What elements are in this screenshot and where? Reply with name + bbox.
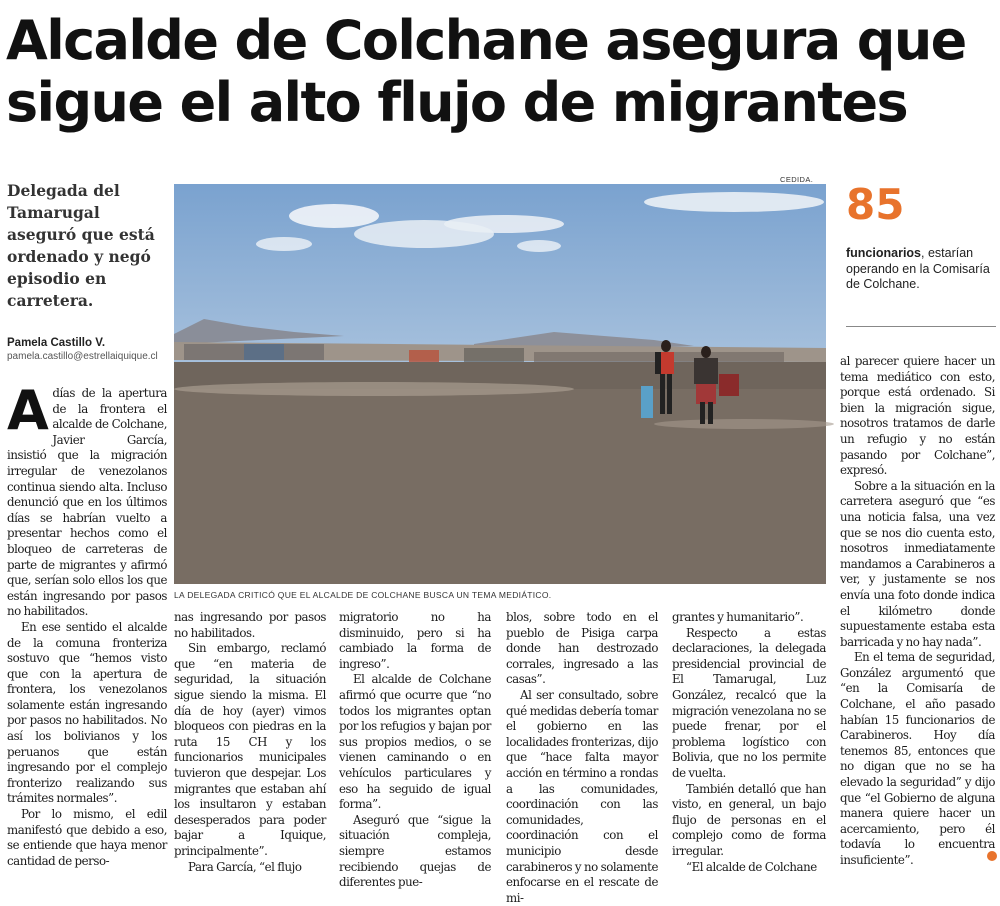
end-of-article-icon (987, 851, 997, 861)
paragraph: El alcalde de Colchane afirmó que ocurre que “no todos los migrantes optan por los refugios y bajan por sus propios medios, o se vienen caminando o en vehículos particulares y eso ha seguido de igual forma”. (339, 672, 491, 812)
sidebar-stat-bold: funcionarios (846, 246, 922, 260)
paragraph: Sobre a la situación en la carretera aseguró que “es una noticia falsa, una vez que se nos dio cuenta esto, nosotros inmediatamente mandamos a Carabineros a ver, y justamente se nos envía una foto donde indica el kilómetro donde supuestamente estaba esta barricada y no hay nada”. (840, 478, 995, 649)
paragraph: nas ingresando por pasos no habilitados. (174, 610, 326, 640)
paragraph: Al ser consultado, sobre qué medidas debería tomar el gobierno en las localidades fronterizas, dijo que “hace falta mayor acción en término a rondas a las comunidades, coordinación con las comunidades, coordinación con el municipio desde carabineros y no solamente enfocarse en el rescate de mi- (506, 687, 658, 905)
author-email: pamela.castillo@estrellaiquique.cl (7, 351, 158, 362)
paragraph-text: días de la apertura de la frontera el alcalde de Colchane, Javier García, insistió que la migración irregular de venezolanos continua siendo alta. Incluso denunció que en los últimos días se habrían vuelto a presentar hechos como el bloqueo de carreteras de parte de migrantes y afirmó que, serían solo ellos los que están ingresando por pasos no habilitados. (7, 386, 167, 619)
body-column-2 (174, 610, 326, 874)
photo-illustration (174, 184, 826, 584)
paragraph: al parecer quiere hacer un tema mediático con esto, porque está ordenado. Si bien la migración sigue, nosotros tratamos de darle un refugio y no están pasando por Colchane”, expresó. (840, 354, 995, 478)
photo-caption: LA DELEGADA CRITICÓ QUE EL ALCALDE DE COLCHANE BUSCA UN TEMA MEDIÁTICO. (174, 590, 552, 600)
paragraph: También detalló que han visto, en general, un bajo flujo de personas en el complejo como de forma irregular. (672, 781, 826, 858)
author-name: Pamela Castillo V. (7, 337, 106, 349)
headline (6, 10, 996, 134)
paragraph: Aseguró que “sigue la situación compleja, siempre estamos recibiendo quejas de diferentes pue- (339, 812, 491, 890)
paragraph: grantes y humanitario”. (672, 610, 804, 624)
paragraph: blos, sobre todo en el pueblo de Pisiga carpa donde han destrozado corrales, ingresado a las casas”. (506, 610, 658, 687)
sidebar-stat-text (846, 246, 996, 293)
sidebar-divider (846, 326, 996, 327)
paragraph: “El alcalde de Colchane (686, 859, 817, 874)
paragraph: migratorio no ha disminuido, pero si ha cambiado la forma de ingreso”. (339, 610, 491, 671)
body-column-6 (840, 354, 995, 868)
sidebar-stat-rest: , estarían operando en la Comisaría de Colchane. (846, 246, 990, 291)
sidebar-stat-number: 85 (846, 180, 905, 229)
paragraph: En el tema de seguridad, González argumentó que “en la Comisaría de Colchane, el año pasado habían 15 funcionarios de Carabineros. Hoy día tenemos 85, entonces que no digan que no se ha elevado la seguridad” y dijo que “el Gobierno de alguna manera quiere hacer un acercamiento, pero él todavía lo encuentra insuficiente”. (840, 650, 995, 867)
paragraph: Por lo mismo, el edil manifestó que debido a eso, se entiende que haya menor cantidad de perso- (7, 807, 167, 868)
paragraph: En ese sentido el alcalde de la comuna fronteriza sostuvo que “hemos visto que con la apertura de frontera, los venezolanos solamente están ingresando por pasos no habilitados. No así los bolivianos y los peruanos que están ingresando por el complejo fronterizo realizando sus trámites normales”. (7, 619, 167, 806)
paragraph (7, 379, 167, 620)
paragraph: Respecto a estas declaraciones, la delegada presidencial provincial de El Tamarugal, Luz González, recalcó que la migración venezolana no se puede frenar, por el problema logístico con Bolivia, que no los permite de vuelta. (672, 625, 826, 780)
headline-line-2: sigue el alto flujo de migrantes (6, 71, 908, 134)
headline-line-1: Alcalde de Colchane asegura que (6, 9, 966, 72)
byline (7, 336, 167, 363)
deck-subheading: Delegada del Tamarugal aseguró que está ordenado y negó episodio en carretera. (7, 181, 155, 310)
paragraph: Para García, “el flujo (188, 859, 302, 874)
paragraph: Sin embargo, reclamó que “en materia de seguridad, la situación sigue siendo la misma. El día de hoy (ayer) vimos bloqueos con piedras en la ruta 15 CH y los funcionarios municipales tuvieron que despejar. Los migrantes que estaban ahí los insultaron y estaban desesperados para poder bajar a Iquique, principalmente”. (174, 641, 326, 858)
body-column-4 (506, 610, 658, 905)
drop-cap: A (7, 379, 49, 442)
body-column-5 (672, 610, 826, 874)
body-column-1 (7, 379, 167, 868)
article-photo (174, 184, 826, 584)
body-column-3 (339, 610, 491, 890)
photo-credit: CEDIDA. (780, 175, 814, 184)
